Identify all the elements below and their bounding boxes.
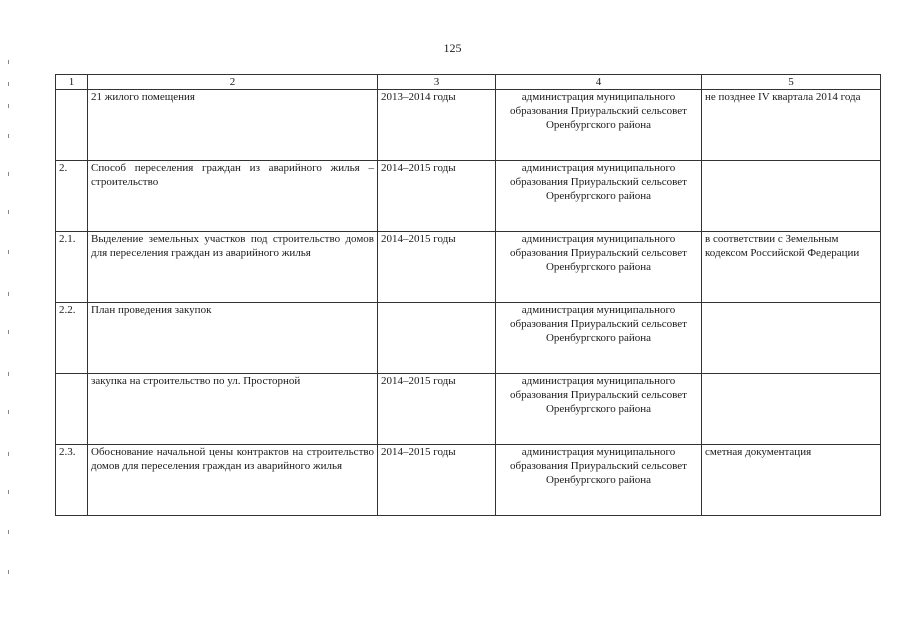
row-responsible: администрация муниципального образования Приуральский сельсовет Оренбургского района bbox=[496, 232, 702, 303]
row-note: не позднее IV квартала 2014 года bbox=[702, 90, 881, 161]
header-col-1: 1 bbox=[56, 75, 88, 90]
row-number: 2.2. bbox=[56, 303, 88, 374]
table-row bbox=[56, 161, 881, 232]
row-number bbox=[56, 374, 88, 445]
row-responsible: администрация муниципального образования Приуральский сельсовет Оренбургского района bbox=[496, 374, 702, 445]
row-period: 2014–2015 годы bbox=[378, 445, 496, 516]
row-responsible: администрация муниципального образования Приуральский сельсовет Оренбургского района bbox=[496, 445, 702, 516]
row-text: Обоснование начальной цены контрактов на строительство домов для переселения граждан из аварийного жилья bbox=[88, 445, 378, 516]
row-period: 2014–2015 годы bbox=[378, 374, 496, 445]
row-period: 2014–2015 годы bbox=[378, 232, 496, 303]
row-number: 2.3. bbox=[56, 445, 88, 516]
row-number: 2. bbox=[56, 161, 88, 232]
row-note: в соответствии с Земельным кодексом Российской Федерации bbox=[702, 232, 881, 303]
table-header-row bbox=[56, 75, 881, 90]
row-text: 21 жилого помещения bbox=[88, 90, 378, 161]
table-row bbox=[56, 445, 881, 516]
row-responsible: администрация муниципального образования Приуральский сельсовет Оренбургского района bbox=[496, 303, 702, 374]
header-col-4: 4 bbox=[496, 75, 702, 90]
row-note bbox=[702, 374, 881, 445]
header-col-5: 5 bbox=[702, 75, 881, 90]
row-text: Выделение земельных участков под строительство домов для переселения граждан из аварийного жилья bbox=[88, 232, 378, 303]
header-col-2: 2 bbox=[88, 75, 378, 90]
table-row bbox=[56, 90, 881, 161]
row-note bbox=[702, 303, 881, 374]
row-number: 2.1. bbox=[56, 232, 88, 303]
row-note: сметная документация bbox=[702, 445, 881, 516]
page-number: 125 bbox=[443, 41, 462, 55]
row-number bbox=[56, 90, 88, 161]
table-row bbox=[56, 374, 881, 445]
row-text: закупка на строительство по ул. Просторной bbox=[88, 374, 378, 445]
row-responsible: администрация муниципального образования Приуральский сельсовет Оренбургского района bbox=[496, 161, 702, 232]
table-row bbox=[56, 232, 881, 303]
row-period: 2014–2015 годы bbox=[378, 161, 496, 232]
row-responsible: администрация муниципального образования Приуральский сельсовет Оренбургского района bbox=[496, 90, 702, 161]
table-row bbox=[56, 303, 881, 374]
plan-table bbox=[55, 74, 881, 516]
row-text: Способ переселения граждан из аварийного жилья – строительство bbox=[88, 161, 378, 232]
row-note bbox=[702, 161, 881, 232]
scan-margin-marks bbox=[8, 60, 10, 620]
header-col-3: 3 bbox=[378, 75, 496, 90]
row-period: 2013–2014 годы bbox=[378, 90, 496, 161]
row-text: План проведения закупок bbox=[88, 303, 378, 374]
row-period bbox=[378, 303, 496, 374]
